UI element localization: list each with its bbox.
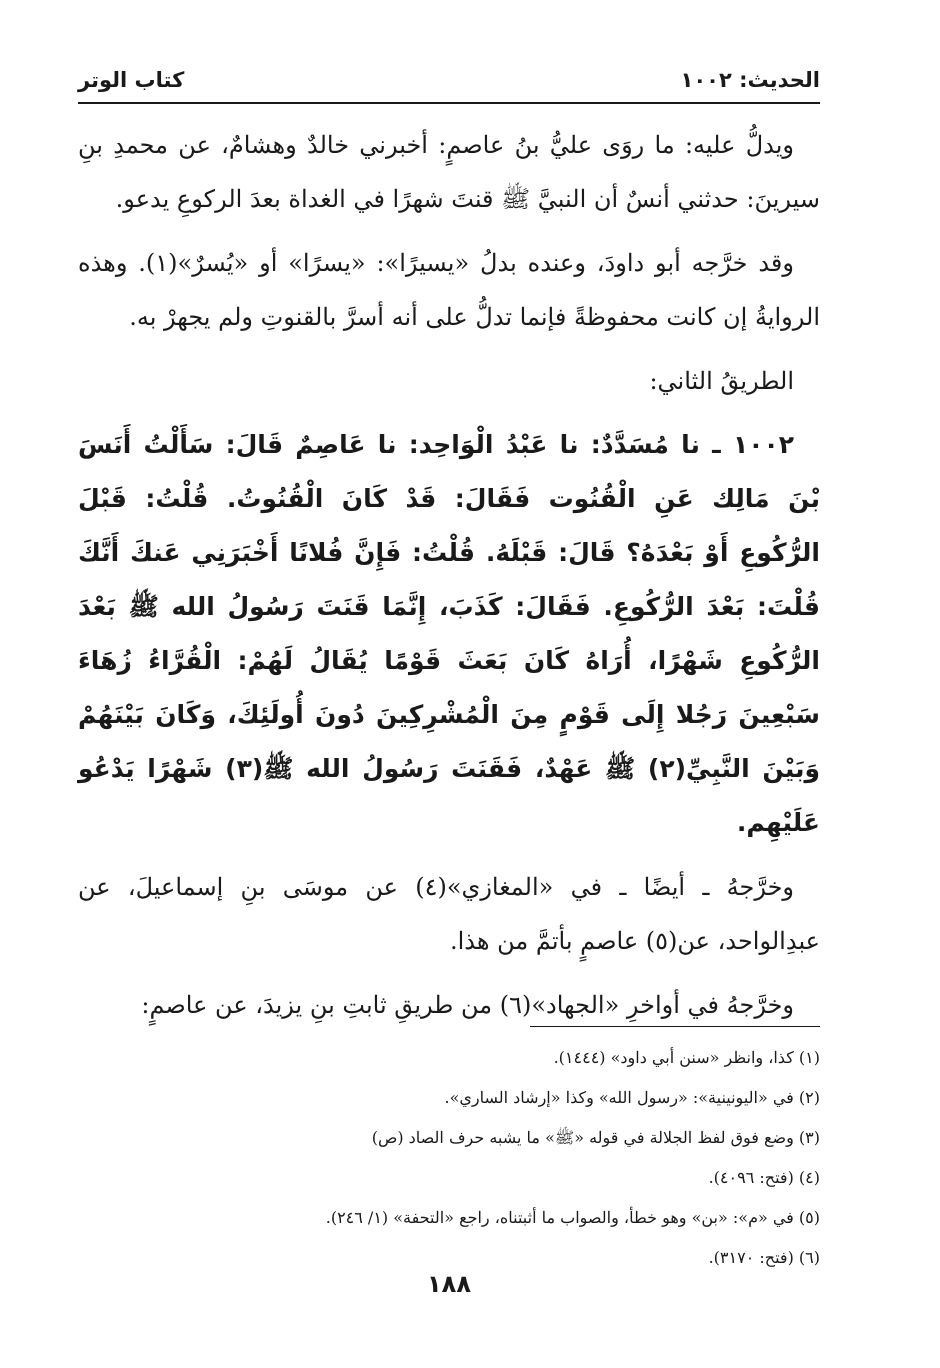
hadith-text: ١٠٠٢ ـ نا مُسَدَّدٌ: نا عَبْدُ الْوَاحِد: نا عَاصِمٌ قَالَ: سَأَلْتُ أَنَسَ بْنَ مَالِك عَنِ الْقُنُوت فَقَالَ: قَدْ كَانَ الْقُنُوتُ. قُلْتُ: قَبْلَ الرُّكُوعِ أَوْ بَعْدَهُ؟ قَالَ: قَبْلَهُ. قُلْتُ: فَإِنَّ فُلانًا أَخْبَرَنِي عَنكَ أَنَّكَ قُلْتَ: بَعْدَ الرُّكُوعِ. فَقَالَ: كَذَبَ، إِنَّمَا قَنَتَ رَسُولُ الله ﷺ بَعْدَ الرُّكُوعِ شَهْرًا، أُرَاهُ كَانَ بَعَثَ قَوْمًا يُقَالُ لَهُمْ: الْقُرَّاءُ زُهَاءَ سَبْعِينَ رَجُلا إِلَى قَوْمٍ مِنَ الْمُشْرِكِينَ دُونَ أُولَئِكَ، وَكَانَ بَيْنَهُمْ وَبَيْنَ النَّبِيِّ(٢) ﷺ عَهْدٌ، فَقَنَتَ رَسُولُ الله ﷺ(٣) شَهْرًا يَدْعُو عَلَيْهِم. bbox=[78, 430, 820, 837]
header-rule bbox=[78, 102, 820, 104]
paragraph: وخرَّجهُ في أواخرِ «الجهاد»(٦) من طريقِ ثابتِ بنِ يزيدَ، عن عاصمٍ: bbox=[141, 991, 794, 1019]
footnote: (٣) وضع فوق لفظ الجلالة في قوله «ﷺ» ما يشبه حرف الصاد (ص) bbox=[371, 1128, 820, 1147]
paragraph: وقد خرَّجه أبو داودَ، وعنده بدلُ «يسيرًا»: «يسرًا» أو «يُسرٌ»(١). وهذه الروايةُ إن كانت محفوظةً فإنما تدلُّ على أنه أسرَّ بالقنوتِ ولم يجهرْ به. bbox=[78, 249, 820, 331]
footnote: (٥) في «م»: «بن» وهو خطأ، والصواب ما أثبتناه، راجع «التحفة» (١/ ٢٤٦). bbox=[325, 1208, 820, 1227]
book-page bbox=[78, 60, 820, 1350]
footnote: (٦) (فتح: ٣١٧٠). bbox=[708, 1248, 820, 1267]
page-number: ١٨٨ bbox=[427, 1270, 471, 1298]
footnote: (٤) (فتح: ٤٠٩٦). bbox=[708, 1168, 820, 1187]
footnote-rule bbox=[530, 1026, 820, 1027]
header-hadith-number: الحديث: ١٠٠٢ bbox=[680, 68, 820, 92]
section-heading: الطريقُ الثاني: bbox=[649, 367, 794, 395]
main-text bbox=[78, 118, 820, 1042]
paragraph: ويدلُّ عليه: ما روَى عليُّ بنُ عاصمٍ: أخبرني خالدٌ وهشامٌ، عن محمدِ بنِ سيرينَ: حدثني أنسٌ أن النبيَّ ﷺ قنتَ شهرًا في الغداة بعدَ الركوعِ يدعو. bbox=[78, 131, 820, 213]
paragraph: وخرَّجهُ ـ أيضًا ـ في «المغازي»(٤) عن موسَى بنِ إسماعيلَ، عن عبدِالواحد، عن(٥) عاصمٍ بأتمَّ من هذا. bbox=[78, 873, 820, 955]
running-header bbox=[78, 68, 820, 104]
footnotes bbox=[78, 1038, 820, 1278]
footnote: (١) كذا، وانظر «سنن أبي داود» (١٤٤٤). bbox=[553, 1048, 820, 1067]
header-book-title: كتاب الوتر bbox=[78, 68, 185, 92]
footnote: (٢) في «اليونينية»: «رسول الله» وكذا «إرشاد الساري». bbox=[444, 1088, 820, 1107]
